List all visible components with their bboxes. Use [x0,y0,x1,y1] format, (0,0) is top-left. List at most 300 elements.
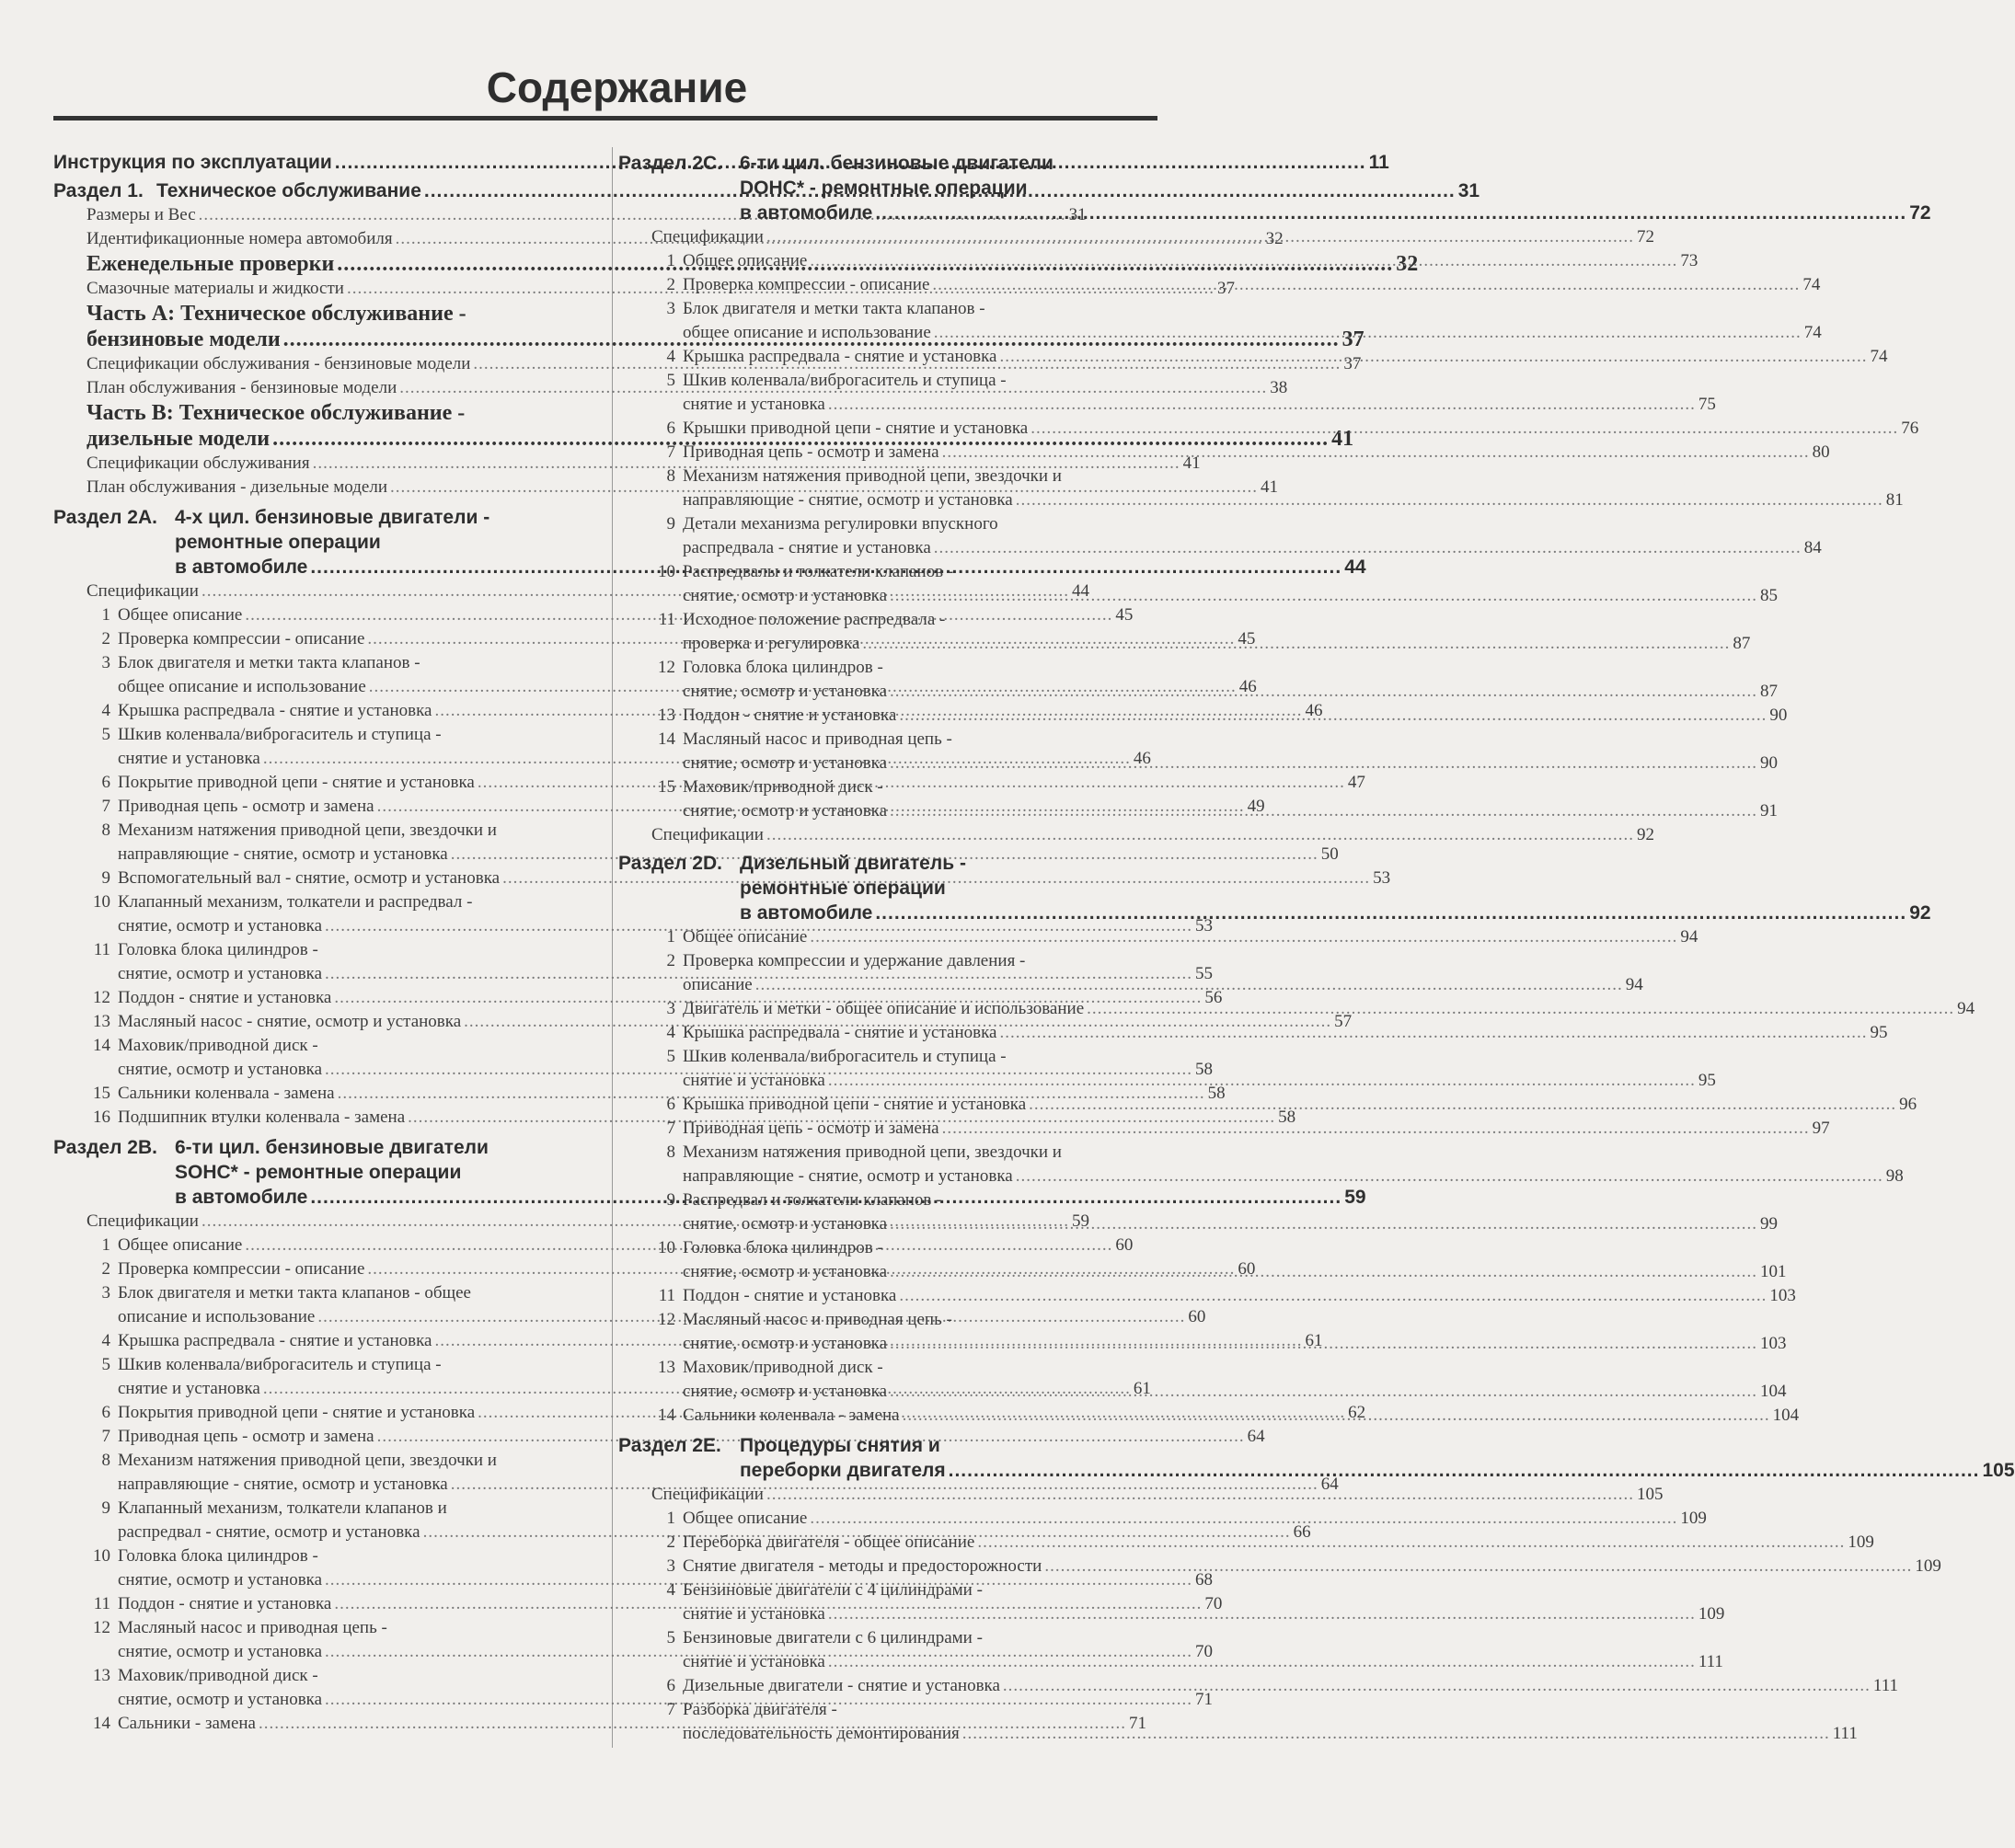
page-number: 60 [1115,1235,1134,1255]
entry-title-cont: снятие, осмотр и установка [683,801,888,821]
page-number: 72 [1636,227,1654,247]
toc-item-line [618,1308,1159,1332]
leader-dots [1003,1674,1871,1698]
leader-dots [755,973,1623,997]
entry-title-cont: направляющие - снятие, осмотр и установка [683,1166,1013,1186]
section-label: Раздел 2Е. [618,1435,721,1456]
item-number: 3 [101,653,110,672]
page-number: 95 [1698,1071,1716,1090]
page-number: 87 [1733,634,1751,653]
entry-title: Крышка распредвала - снятие и установка [118,701,432,720]
toc-item-line [618,1356,1159,1380]
entry-title: Масляный насос - снятие, осмотр и установка [118,1012,462,1031]
item-number: 2 [101,1259,110,1279]
entry-title: Спецификации [86,1211,199,1231]
page-number: 94 [1957,999,1975,1018]
entry-title: Покрытие приводной цепи - снятие и установка [118,773,475,792]
entry-title: Проверка компрессии - описание [118,629,365,649]
entry-title: Крышка распредвала - снятие и установка [683,1023,997,1042]
page-number: 109 [1915,1556,1941,1576]
item-number: 14 [93,1036,110,1055]
leader-dots [890,1332,1757,1356]
entry-title: Инструкция по эксплуатации [53,152,332,173]
leader-dots [890,1212,1757,1236]
section-title: ремонтные операции [740,878,946,899]
entry-title: Механизм натяжения приводной цепи, звездочки и [118,1451,497,1470]
section-label: Раздел 2А. [53,507,157,528]
entry-title-cont: снятие, осмотр и установка [683,1334,888,1353]
page-number: 109 [1698,1604,1725,1624]
toc-item-line [53,1281,591,1305]
entry-title: Сальники коленвала - замена [683,1406,900,1425]
toc-item-line [53,651,591,675]
item-number: 12 [93,1618,110,1637]
entry-title-cont: снятие, осмотр и установка [683,1214,888,1234]
page-number: 38 [1270,378,1288,397]
page-number: 75 [1698,395,1716,414]
item-number: 12 [658,658,675,677]
entry-title-cont: снятие, осмотр и установка [118,1060,323,1079]
toc-item [618,1141,1904,1188]
page-number: 45 [1238,629,1256,649]
page-number: 62 [1348,1403,1366,1422]
item-number: 3 [666,999,675,1018]
entry-title: Головка блока цилиндров - [683,658,883,677]
toc-item-line [53,1449,591,1473]
item-number: 5 [666,371,675,390]
item-number: 1 [666,1509,675,1528]
leader-dots [875,201,1906,225]
page-number: 76 [1901,419,1919,438]
entry-title: Маховик/приводной диск - [683,1358,883,1377]
toc-item-line [618,1626,1159,1650]
item-number: 9 [666,514,675,534]
entry-title: Маховик/приводной диск - [118,1036,318,1055]
entry-title: Общее описание [683,927,808,947]
entry-title: План обслуживания - бензиновые модели [86,378,397,397]
leader-dots [810,249,1677,273]
leader-dots [890,799,1757,823]
entry-title: Шкив коленвала/виброгаситель и ступица - [683,371,1007,390]
entry-title: Крышка приводной цепи - снятие и установка [683,1095,1027,1114]
page-number: 95 [1870,1023,1888,1042]
leader-dots [828,393,1696,417]
item-number: 3 [666,299,675,318]
leader-dots [828,1650,1696,1674]
item-number: 11 [93,1594,110,1613]
page-number: 31 [1068,205,1087,224]
toc-item-line [618,465,1159,488]
entry-title: Маховик/приводной диск - [118,1666,318,1685]
toc-item-line [618,584,1779,608]
toc-item-line [618,1141,1159,1165]
entry-title-cont: снятие, осмотр и установка [118,964,323,983]
page-number: 92 [1636,825,1654,844]
item-number: 4 [666,1580,675,1600]
entry-title-cont: снятие, осмотр и установка [118,1570,323,1590]
entry-title-cont: снятие, осмотр и установка [683,753,888,773]
page-number: 70 [1195,1642,1214,1661]
entry-title: Снятие двигателя - методы и предосторожности [683,1556,1042,1576]
entry-title: Приводная цепь - осмотр и замена [683,442,939,462]
entry-title-cont: снятие, осмотр и установка [118,916,323,935]
item-number: 12 [658,1310,675,1329]
item-number: 14 [658,1406,675,1425]
toc-item [618,1555,1941,1578]
toc-item-line [618,488,1904,512]
section-label: Раздел 1. [53,180,144,201]
leader-dots [942,1117,1810,1141]
toc-item-line [618,560,1159,584]
entry-title-cont: снятие и установка [683,1071,825,1090]
page-number: 104 [1772,1406,1800,1425]
page-number: 37 [1343,354,1362,373]
page-number: 68 [1195,1570,1214,1590]
leader-dots [810,1507,1677,1531]
toc-item-line [618,1236,1159,1260]
leader-dots [766,823,1634,847]
entry-title: Разборка двигателя - [683,1700,837,1719]
item-number: 13 [93,1012,110,1031]
section-title: DOHC* - ремонтные операции [740,178,1028,199]
item-number: 2 [666,1532,675,1552]
section-heading-line [53,1160,591,1185]
page-number: 58 [1195,1060,1214,1079]
toc-item [618,512,1822,560]
toc-item-line [618,1555,1941,1578]
toc-item-line [53,723,591,747]
page-number: 101 [1760,1262,1787,1281]
page-number: 87 [1760,682,1779,701]
item-number: 6 [666,1095,675,1114]
page-number: 74 [1870,347,1888,366]
toc-item-line [618,1284,1796,1308]
leader-dots [962,1722,1830,1746]
section-title: 6-ти цил. бензиновые двигатели [175,1137,489,1158]
section-label: Раздел 2В. [53,1137,157,1158]
item-number: 8 [101,1451,110,1470]
section-heading-line [618,901,1931,925]
item-number: 9 [666,1190,675,1210]
toc-item-line [618,1578,1159,1602]
page-number: 57 [1334,1012,1353,1031]
section-title: Техническое обслуживание [156,180,421,201]
entry-title: Распредвал и толкатели клапанов - [683,1190,942,1210]
title-rule [53,116,1157,121]
entry-title: Сальники - замена [118,1714,256,1733]
item-number: 6 [666,419,675,438]
entry-title-cont: описание и использование [118,1307,316,1326]
entry-title: Поддон - снятие и установка [683,1286,897,1305]
entry-title: Крышка распредвала - снятие и установка [683,347,997,366]
item-number: 6 [666,1676,675,1695]
item-number: 5 [101,725,110,744]
page-number: 59 [1344,1187,1366,1208]
section-heading-line [618,1458,2015,1483]
entry-title: Общее описание [683,251,808,270]
page-number: 32 [1396,252,1419,276]
item-number: 7 [101,797,110,816]
toc-item-line [618,949,1159,973]
page-number: 44 [1344,557,1366,578]
page-number: 53 [1195,916,1214,935]
item-number: 14 [93,1714,110,1733]
item-number: 11 [658,1286,675,1305]
section-title: в автомобиле [740,902,873,924]
page-number: 41 [1331,427,1354,451]
leader-dots [932,273,1800,297]
part-title: дизельные модели [86,427,271,451]
entry-title: Головка блока цилиндров - [118,1546,318,1566]
page-number: 74 [1802,275,1821,294]
leader-dots [766,225,1634,249]
entry-title: Головка блока цилиндров - [118,940,318,959]
item-number: 5 [666,1047,675,1066]
entry-title: План обслуживания - дизельные модели [86,477,387,497]
page-number: 111 [1872,1676,1899,1695]
page-number: 11 [1368,152,1389,173]
item-number: 11 [93,940,110,959]
leader-dots [890,1260,1757,1284]
section-heading-line [618,876,1159,901]
entry-title: Размеры и Вес [86,205,196,224]
entry-title: Спецификации обслуживания [86,453,310,473]
leader-dots [890,584,1757,608]
page-number: 32 [1265,229,1284,248]
item-number: 15 [658,777,675,797]
entry-title: Общее описание [683,1509,808,1528]
page-number: 97 [1812,1119,1830,1138]
section-label: Раздел 2D. [618,853,722,874]
entry-title-cont: снятие, осмотр и установка [683,586,888,605]
item-number: 10 [658,1238,675,1257]
entry-title: Дизельные двигатели - снятие и установка [683,1676,1000,1695]
leader-dots [999,1021,1867,1045]
page-number: 31 [1457,180,1480,201]
page-number: 111 [1698,1652,1723,1671]
page-number: 58 [1278,1108,1296,1127]
page-number: 85 [1760,586,1779,605]
entry-title-cont: снятие, осмотр и установка [118,1690,323,1709]
item-number: 7 [666,442,675,462]
entry-title: Бензиновые двигатели с 6 цилиндрами - [683,1628,983,1647]
item-number: 10 [658,562,675,581]
toc-item-line [618,1212,1779,1236]
page-number: 105 [1982,1460,2015,1481]
entry-title: Поддон - снятие и установка [683,706,897,725]
page-number: 109 [1680,1509,1707,1528]
entry-title: Масляный насос и приводная цепь - [683,729,952,749]
page-number: 55 [1195,964,1214,983]
page-number: 90 [1760,753,1779,773]
page-number: 96 [1899,1095,1917,1114]
item-number: 12 [93,988,110,1007]
entry-title: Клапанный механизм, толкатели и распредвал - [118,892,473,912]
toc-item-line [618,1045,1159,1069]
toc-item [618,728,1779,775]
entry-title: Идентификационные номера автомобиля [86,229,393,248]
item-number: 10 [93,892,110,912]
leader-dots [1087,997,1954,1021]
leader-dots [890,680,1757,704]
leader-dots [810,925,1677,949]
toc-item-line [53,819,591,843]
entry-title-cont: снятие и установка [118,749,260,768]
page-number: 50 [1320,844,1339,864]
item-number: 14 [658,729,675,749]
entry-title: Шкив коленвала/виброгаситель и ступица - [118,1355,442,1374]
page-number: 103 [1760,1334,1787,1353]
entry-title: Спецификации обслуживания - бензиновые модели [86,354,471,373]
entry-title: Переборка двигателя - общее описание [683,1532,975,1552]
leader-dots [942,441,1810,465]
toc-item-line [618,297,1159,321]
page-number: 37 [1341,327,1364,351]
part-heading-line: Часть В: Техническое обслуживание - [86,401,466,425]
leader-dots [1029,1093,1896,1117]
entry-title: Спецификации [651,825,764,844]
section-heading-line [53,505,591,530]
entry-title: Масляный насос и приводная цепь - [118,1618,387,1637]
entry-title: Блок двигателя и метки такта клапанов - [118,653,420,672]
leader-dots [977,1531,1845,1555]
page-number: 41 [1261,477,1278,497]
toc-item-line [53,1592,1223,1616]
entry-title-cont: распредвала - снятие и установка [683,538,931,557]
entry-title-cont: общее описание и использование [683,323,931,342]
toc-item-line [53,890,591,914]
section-title: 6-ти цил. бензиновые двигатели [740,153,1054,174]
toc-item-line [618,775,1159,799]
page-number: 103 [1769,1286,1796,1305]
page-number: 73 [1680,251,1698,270]
entry-title: Вспомогательный вал - снятие, осмотр и установка [118,868,501,888]
toc-item-line [618,656,1159,680]
page-number: 92 [1909,902,1931,924]
page-number: 109 [1848,1532,1874,1552]
leader-dots [899,1284,1767,1308]
toc-item-line [618,369,1159,393]
entry-title: Общее описание [118,1235,243,1255]
entry-title: Шкив коленвала/виброгаситель и ступица - [683,1047,1007,1066]
page-number: 84 [1803,538,1822,557]
entry-title: Приводная цепь - осмотр и замена [118,797,374,816]
entry-title-cont: общее описание и использование [118,677,366,696]
entry-title: Спецификации [651,227,764,247]
toc-item [618,1356,1787,1404]
item-number: 1 [666,251,675,270]
entry-title: Общее описание [118,605,243,625]
entry-title: Распредвалы и толкатели клапанов - [683,562,954,581]
item-number: 11 [658,610,675,629]
entry-title: Механизм натяжения приводной цепи, звездочки и [118,821,497,840]
page-number: 49 [1247,797,1265,816]
section-heading-line [618,851,1159,876]
page-number: 59 [1071,1211,1089,1231]
toc-item [618,1284,1796,1308]
toc-item-line [618,536,1822,560]
item-number: 4 [666,1023,675,1042]
page-number: 71 [1195,1690,1214,1709]
toc-item [618,1674,1899,1698]
leader-dots [949,1458,1980,1483]
page-number: 60 [1238,1259,1256,1279]
entry-title: Проверка компрессии и удержание давления - [683,951,1026,970]
toc-item-line [53,1544,591,1568]
section-title: в автомобиле [175,557,308,578]
entry-title: Приводная цепь - осмотр и замена [118,1427,374,1446]
item-number: 6 [101,773,110,792]
entry-title: Спецификации [86,581,199,601]
item-number: 9 [101,1498,110,1518]
entry-title: Блок двигателя и метки такта клапанов - общее [118,1283,471,1303]
entry-title: Смазочные материалы и жидкости [86,279,344,298]
toc-item-line [53,1034,591,1058]
toc-item-line [53,1353,591,1377]
toc-item-line [53,1616,591,1640]
page-number: 99 [1760,1214,1779,1234]
item-number: 13 [658,706,675,725]
page-number: 61 [1133,1379,1151,1398]
toc-item-line [618,1722,1858,1746]
toc-item-line [618,608,1159,632]
page-number: 94 [1625,975,1643,994]
entry-title-cont: снятие и установка [683,395,825,414]
page-number: 46 [1305,701,1323,720]
entry-title-cont: описание [683,975,753,994]
page-number: 66 [1293,1522,1311,1542]
page-number: 41 [1182,453,1201,473]
leader-dots [934,536,1802,560]
item-number: 15 [93,1084,110,1103]
page-number: 74 [1803,323,1822,342]
item-number: 8 [101,821,110,840]
item-number: 4 [101,701,110,720]
page-number: 111 [1832,1724,1858,1743]
item-number: 5 [666,1628,675,1647]
page-number: 105 [1636,1485,1664,1504]
entry-title-cont: снятие, осмотр и установка [683,1262,888,1281]
item-number: 2 [101,629,110,649]
page-number: 70 [1204,1594,1223,1613]
entry-title: Крышка распредвала - снятие и установка [118,1331,432,1350]
entry-title: Спецификации [651,1485,764,1504]
item-number: 7 [101,1427,110,1446]
entry-title-cont: снятие и установка [683,1652,825,1671]
section-title: ремонтные операции [175,532,381,553]
item-number: 5 [101,1355,110,1374]
section-label: Раздел 2С. [618,153,722,174]
item-number: 6 [101,1403,110,1422]
toc-item-line [618,512,1159,536]
entry-title: Клапанный механизм, толкатели клапанов и [118,1498,447,1518]
page-number: 64 [1320,1475,1339,1494]
entry-title: Сальники коленвала - замена [118,1084,335,1103]
item-number: 13 [658,1358,675,1377]
item-number: 2 [666,951,675,970]
entry-title: Крышки приводной цепи - снятие и установка [683,419,1029,438]
leader-dots [862,632,1730,656]
entry-title-cont: снятие и установка [118,1379,260,1398]
leader-dots [899,704,1767,728]
entry-title-cont: направляющие - снятие, осмотр и установка [118,1475,448,1494]
leader-dots [934,321,1802,345]
section-heading-line [618,151,1159,176]
section-title: Дизельный двигатель - [740,853,966,874]
page-number: 53 [1373,868,1391,888]
entry-title-cont: проверка и регулировка [683,634,860,653]
entry-title-cont: снятие и установка [683,1604,825,1624]
